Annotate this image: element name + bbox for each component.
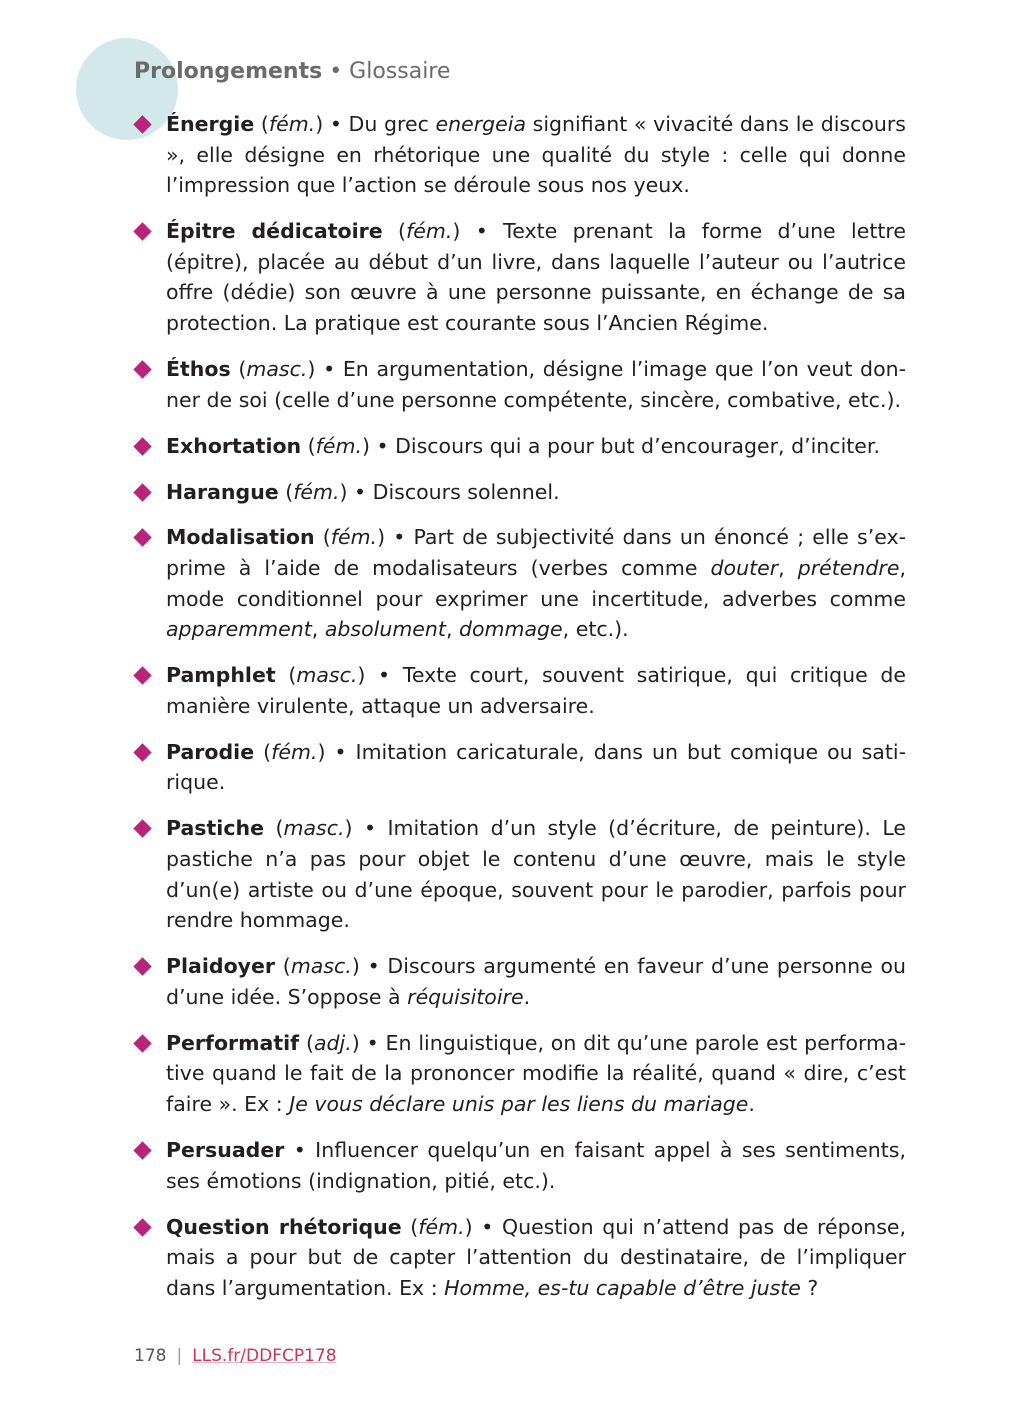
definition-text: signifiant « vivacité dans le discours », elle désigne en rhétorique une qualité du style : celle qui donne l’impression que l’action se déroule sous nos yeux. — [166, 112, 906, 198]
glossary-term: Question rhétorique — [166, 1214, 402, 1239]
definition-text: ) • En argumentation, désigne l’image que l’on veut donner de soi (celle d’une personne compétente, sincère, combative, etc.). — [166, 356, 907, 412]
glossary-entry — [136, 431, 906, 462]
italic-text: fém. — [330, 525, 378, 550]
italic-text: fém. — [268, 112, 316, 136]
definition-text: . — [523, 984, 531, 1009]
glossary-entry — [136, 660, 906, 721]
italic-text: fém. — [271, 739, 318, 764]
definition-text: . — [748, 1091, 755, 1116]
italic-text: energeia — [435, 112, 527, 136]
italic-text: douter — [710, 556, 779, 581]
italic-text: masc. — [283, 816, 345, 841]
diamond-bullet-icon — [133, 957, 151, 975]
definition-text: ( — [264, 816, 284, 841]
italic-text: dommage — [458, 617, 563, 642]
glossary-term: Performatif — [166, 1030, 300, 1055]
glossary-entry — [136, 354, 906, 415]
definition-text: ( — [254, 739, 272, 764]
definition-text: ( — [275, 663, 297, 688]
glossary-entry — [136, 951, 906, 1012]
glossary-entry — [136, 1135, 906, 1196]
section-name: Prolongements — [134, 59, 323, 84]
diamond-bullet-icon — [133, 743, 151, 761]
italic-text: apparemment — [166, 617, 312, 642]
diamond-bullet-icon — [133, 529, 151, 547]
italic-text: absolument — [324, 617, 446, 642]
definition-text: ) • Discours solennel. — [339, 479, 560, 504]
definition-text: ( — [275, 954, 291, 979]
definition-text: , mode conditionnel pour exprimer une incertitude, adverbes comme — [166, 556, 906, 611]
definition-text: ( — [254, 112, 269, 136]
glossary-entry — [136, 1212, 906, 1304]
definition-text: , etc.). — [562, 617, 629, 642]
glossary-term: Harangue — [166, 479, 279, 504]
glossary-term: Parodie — [166, 739, 255, 764]
diamond-bullet-icon — [133, 437, 151, 455]
definition-text: ) • Question qui n’attend pas de réponse, mais a pour but de capter l’attention du destinataire, de l’impliquer dans l’argumentation. Ex : — [166, 1214, 907, 1300]
glossary-term: Épitre dédicatoire — [166, 219, 383, 244]
footer-link[interactable]: LLS.fr/DDFCP178 — [192, 1346, 337, 1366]
definition-text: ( — [299, 1030, 314, 1055]
italic-text: masc. — [246, 356, 308, 381]
glossary-term: Éthos — [166, 356, 231, 381]
diamond-bullet-icon — [133, 1034, 151, 1052]
definition-text: ( — [301, 433, 316, 458]
definition-text: ( — [382, 219, 407, 244]
glossary-term: Plaidoyer — [166, 954, 276, 979]
glossary-entry — [136, 1028, 906, 1120]
italic-text: fém. — [293, 479, 340, 504]
glossary-entry — [136, 109, 906, 201]
definition-text: , — [311, 617, 325, 642]
glossary-term: Pamphlet — [166, 663, 276, 688]
italic-text: adj. — [313, 1030, 352, 1055]
footer-separator: | — [176, 1346, 183, 1366]
definition-text: , — [445, 617, 459, 642]
diamond-bullet-icon — [133, 360, 151, 378]
definition-text: ) • Imitation d’un style (d’écriture, de peinture). Le pastiche n’a pas pour objet le contenu d’une œuvre, mais le style d’un(e) artiste ou d’une époque, souvent pour le parodier, parfois pour rendre hommage. — [166, 816, 907, 933]
page-header — [134, 58, 450, 86]
definition-text: ( — [401, 1214, 419, 1239]
diamond-bullet-icon — [133, 483, 151, 501]
definition-text: ? — [800, 1275, 819, 1300]
italic-text: fém. — [418, 1214, 465, 1239]
definition-text: ( — [230, 356, 247, 381]
definition-text: , — [778, 556, 798, 581]
diamond-bullet-icon — [133, 820, 151, 838]
page-title: Glossaire — [349, 59, 451, 84]
definition-text: • Influencer quelqu’un en faisant appel à ses sentiments, ses émotions (indignation, pitié, etc.). — [166, 1137, 906, 1193]
diamond-bullet-icon — [133, 115, 151, 133]
glossary-list — [136, 109, 906, 1319]
italic-text: réquisitoire — [407, 984, 524, 1009]
diamond-bullet-icon — [133, 667, 151, 685]
definition-text: ) • En linguistique, on dit qu’une parole est performative quand le fait de la prononcer modifie la réalité, quand « dire, c’est faire ». Ex : — [166, 1030, 906, 1116]
definition-text: ) • Texte prenant la forme d’une lettre (épitre), placée au début d’un livre, dans laquelle l’auteur ou l’autrice offre (dédie) son œuvre à une personne puissante, en échange de sa protection. La pratique est courante sous l’Ancien Régime. — [166, 219, 907, 335]
diamond-bullet-icon — [133, 1141, 151, 1159]
glossary-term: Exhortation — [166, 433, 302, 458]
diamond-bullet-icon — [133, 222, 151, 240]
glossary-entry — [136, 216, 906, 338]
definition-text: ) • Du grec — [315, 112, 436, 136]
italic-text: Je vous déclare unis par les liens du mariage — [289, 1091, 749, 1116]
italic-text: Homme, es-tu capable d’être juste — [444, 1275, 801, 1300]
glossary-entry — [136, 813, 906, 935]
definition-text: ( — [314, 525, 331, 550]
page-number: 178 — [134, 1346, 167, 1366]
glossary-entry — [136, 737, 906, 798]
glossary-term: Pastiche — [166, 816, 264, 841]
definition-text: ) • Discours argumenté en faveur d’une personne ou d’une idée. S’oppose à — [166, 954, 906, 1009]
definition-text: ( — [278, 479, 294, 504]
italic-text: prétendre — [797, 556, 900, 581]
italic-text: masc. — [296, 663, 358, 688]
diamond-bullet-icon — [133, 1218, 151, 1236]
header-separator: • — [322, 59, 350, 84]
glossary-entry — [136, 477, 906, 508]
definition-text: ) • Texte court, souvent satirique, qui critique de manière virulente, attaque un adversaire. — [166, 663, 907, 718]
definition-text: ) • Discours qui a pour but d’encourager, d’inciter. — [362, 433, 880, 458]
definition-text: ) • Part de subjectivité dans un énoncé ; elle s’exprime à l’aide de modalisateurs (verbes comme — [166, 525, 907, 581]
glossary-entry — [136, 522, 906, 644]
glossary-term: Modalisation — [166, 525, 315, 550]
italic-text: fém. — [406, 219, 453, 244]
italic-text: fém. — [315, 433, 362, 458]
italic-text: masc. — [290, 954, 352, 979]
glossary-term: Énergie — [166, 112, 255, 136]
glossary-term: Persuader — [166, 1137, 285, 1162]
page-footer — [134, 1344, 337, 1368]
definition-text: ) • Imitation caricaturale, dans un but comique ou satirique. — [166, 739, 906, 795]
